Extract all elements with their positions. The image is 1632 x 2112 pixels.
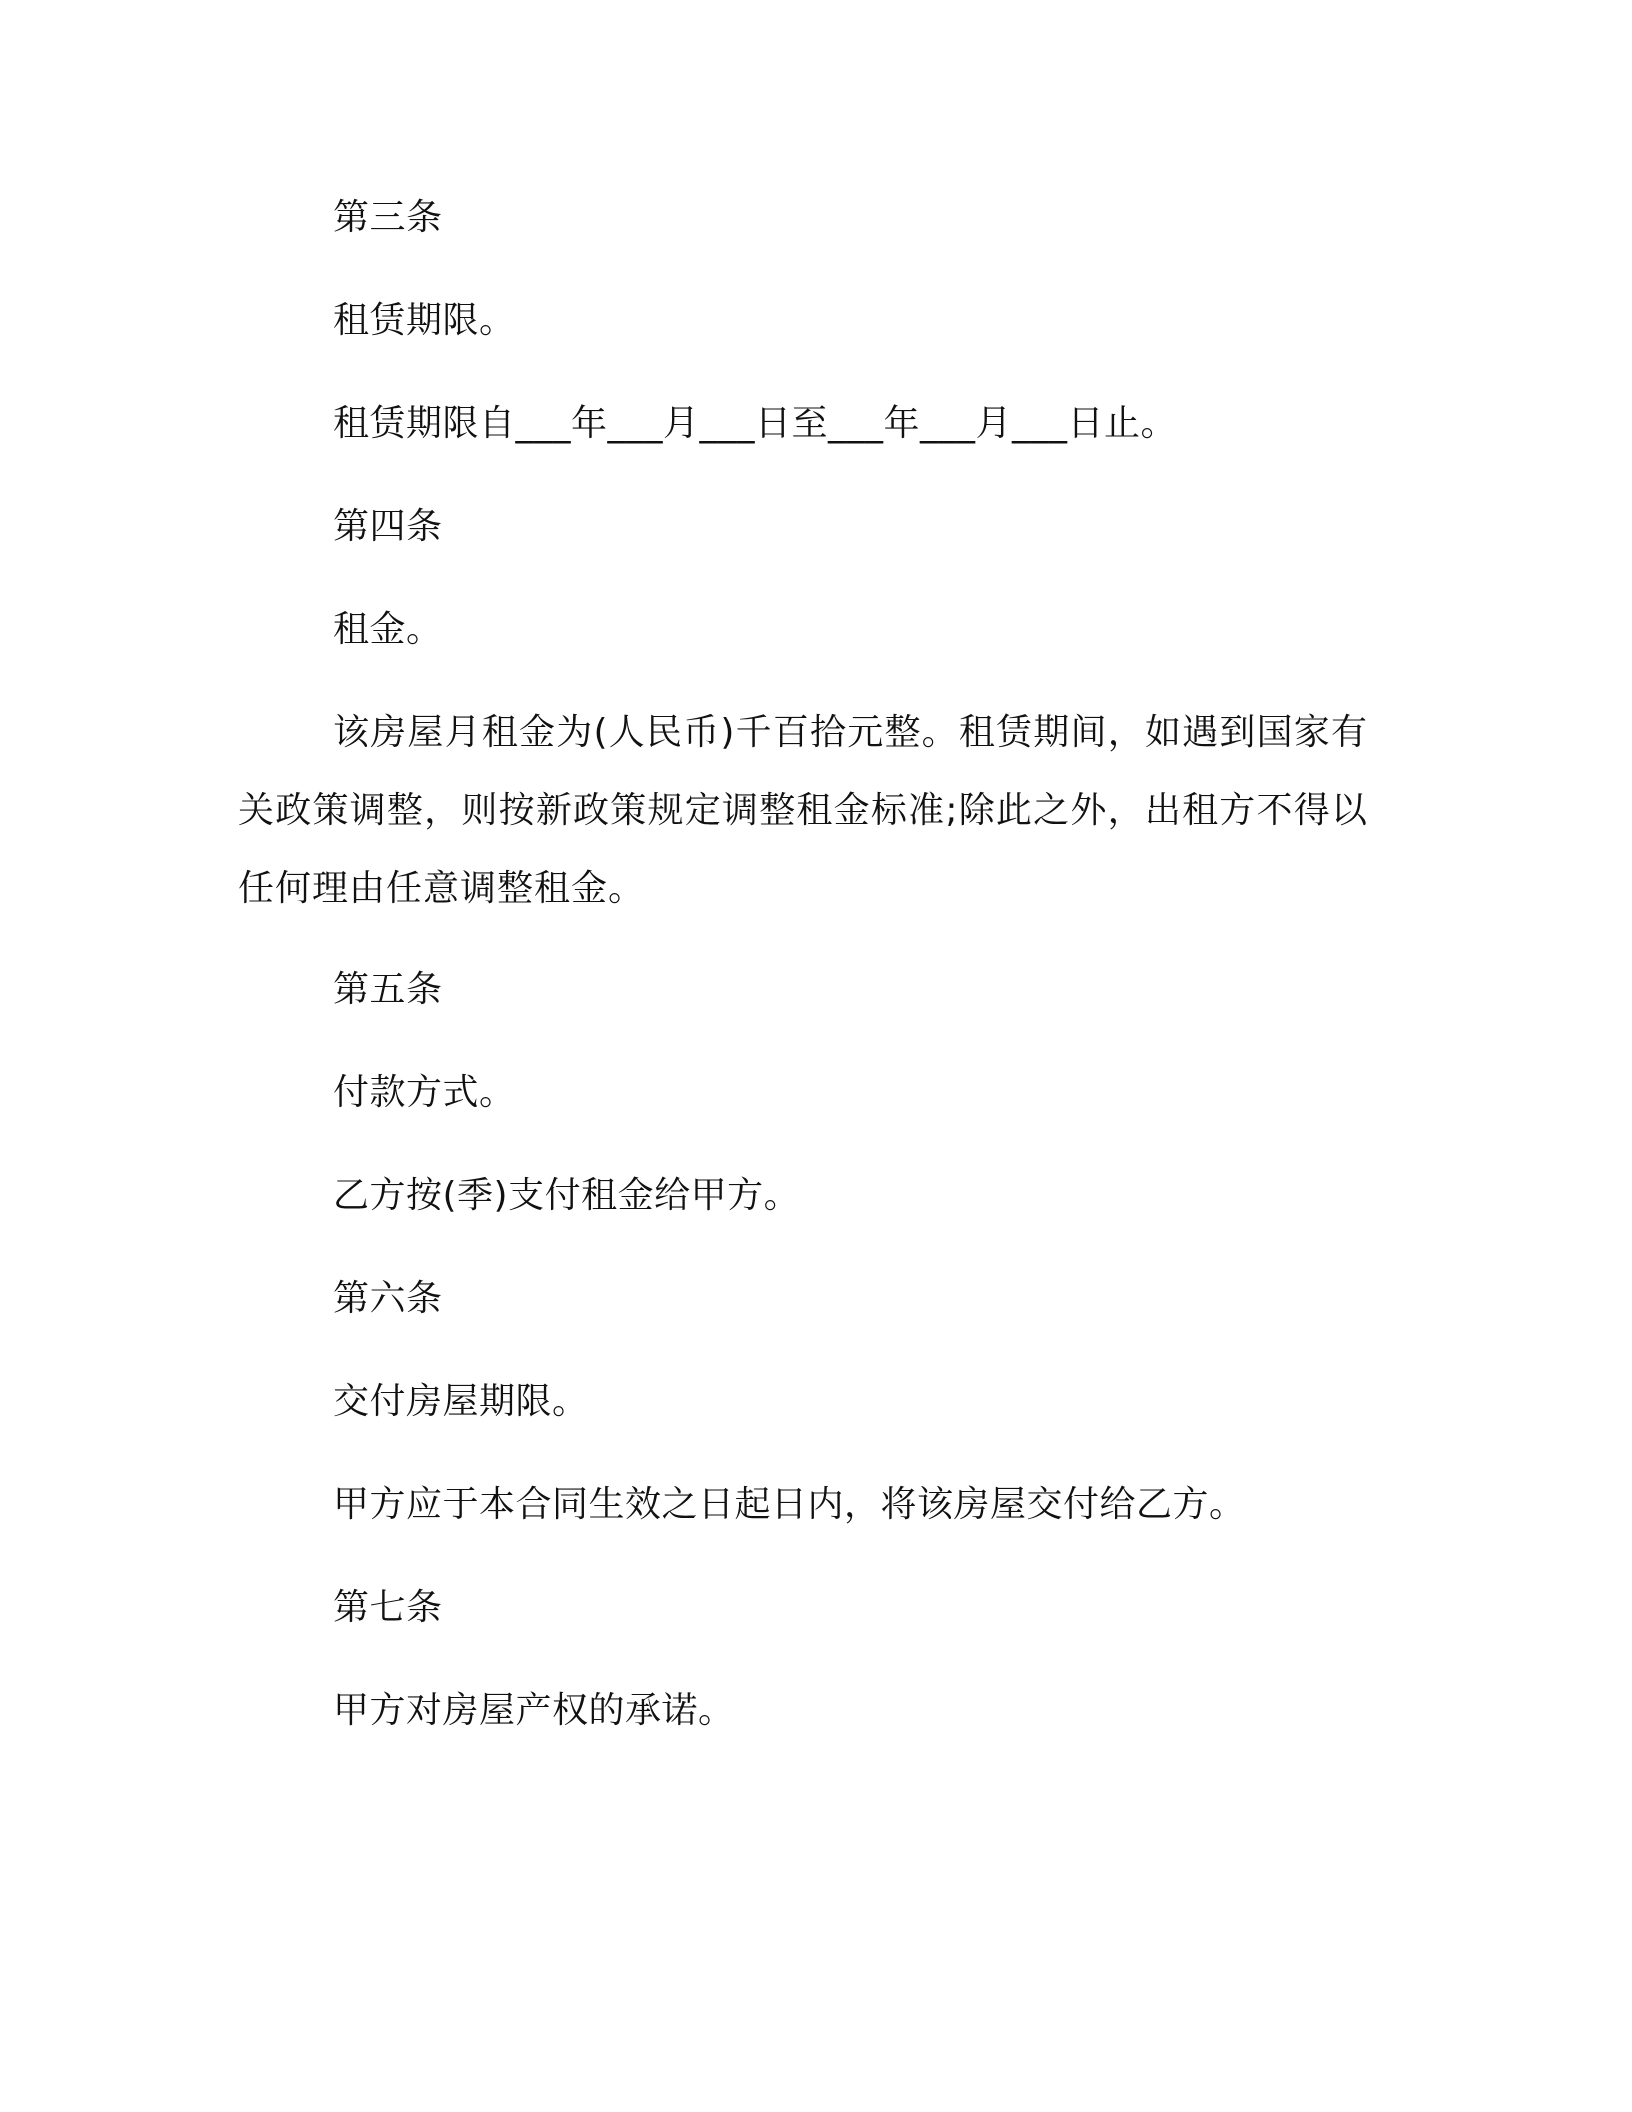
article-3-title: 租赁期限。 — [333, 300, 516, 341]
article-6-heading: 第六条 — [333, 1278, 443, 1319]
article-7-heading: 第七条 — [333, 1587, 443, 1628]
article-3-heading: 第三条 — [333, 197, 443, 238]
article-7-title: 甲方对房屋产权的承诺。 — [333, 1690, 735, 1731]
article-5-heading: 第五条 — [333, 969, 443, 1010]
article-5-body: 乙方按(季)支付租金给甲方。 — [333, 1175, 801, 1216]
article-4-title: 租金。 — [333, 609, 443, 650]
article-6-body: 甲方应于本合同生效之日起日内，将该房屋交付给乙方。 — [333, 1484, 1246, 1525]
article-4-heading: 第四条 — [333, 506, 443, 547]
article-4-body: 该房屋月租金为(人民币)千百拾元整。租赁期间，如遇到国家有关政策调整，则按新政策规定调整租金标准;除此之外，出租方不得以任何理由任意调整租金。 — [238, 712, 1368, 909]
article-6-title: 交付房屋期限。 — [333, 1381, 589, 1422]
article-5-title: 付款方式。 — [333, 1072, 516, 1113]
article-3-body: 租赁期限自___年___月___日至___年___月___日止。 — [333, 403, 1178, 444]
